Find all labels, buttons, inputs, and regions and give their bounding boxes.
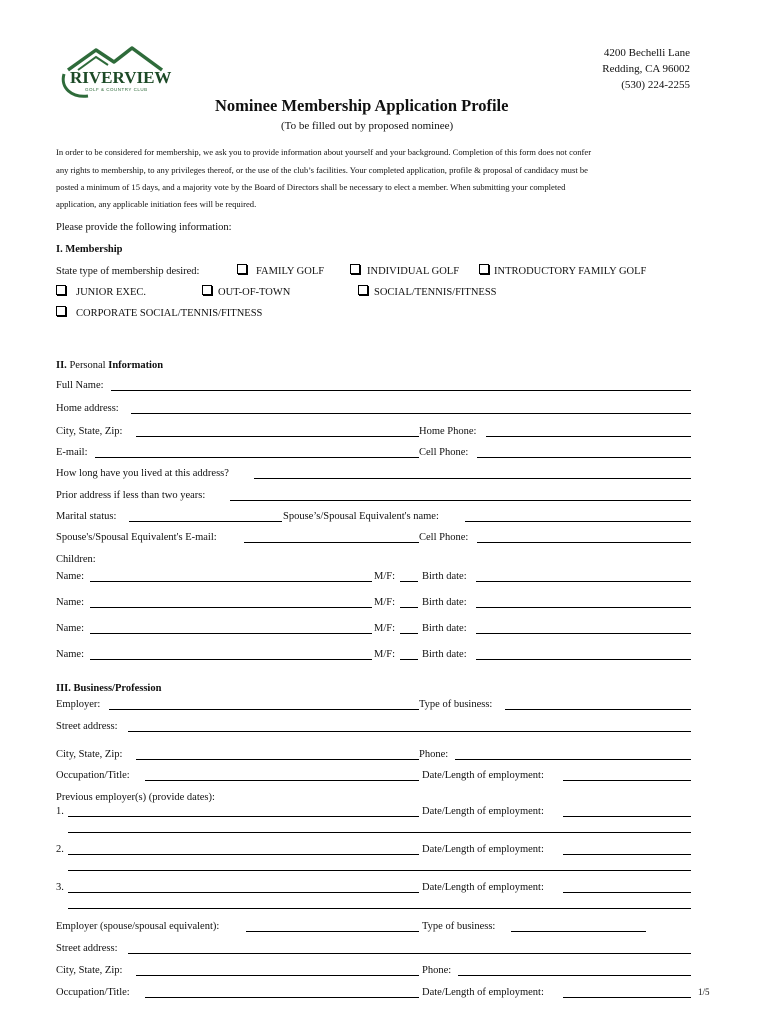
child-4-birth-label: Birth date: [422, 649, 467, 660]
riverview-logo [58, 44, 188, 102]
option-corporate-social: CORPORATE SOCIAL/TENNIS/FITNESS [76, 308, 263, 319]
home-phone-field[interactable] [486, 436, 691, 437]
city-state-zip-field[interactable] [136, 436, 419, 437]
spouse-name-label: Spouse’s/Spousal Equivalent's name: [283, 511, 439, 522]
occupation-label: Occupation/Title: [56, 770, 130, 781]
city-state-zip-label: City, State, Zip: [56, 426, 123, 437]
prev-1-field[interactable] [68, 816, 419, 817]
how-long-label: How long have you lived at this address? [56, 468, 229, 479]
employer-field[interactable] [109, 709, 419, 710]
club-city: Redding, CA 96002 [602, 63, 690, 75]
business-phone-field[interactable] [455, 759, 691, 760]
spouse-phone-label: Phone: [422, 965, 452, 976]
child-1-birth-field[interactable] [476, 581, 691, 582]
checkbox-out-of-town[interactable] [202, 285, 212, 295]
spouse-cell-field[interactable] [477, 542, 691, 543]
intro-line-1: In order to be considered for membership, we ask you to provide information about yourself and your background. Completion of this form does not confer [56, 147, 592, 157]
child-4-name-label: Name: [56, 649, 84, 660]
child-3-birth-field[interactable] [476, 633, 691, 634]
personal-heading-a: Personal [66, 360, 109, 371]
child-2-name-field[interactable] [90, 607, 372, 608]
prev-2-date-label: Date/Length of employment: [422, 844, 544, 855]
provide-info: Please provide the following information: [56, 222, 232, 233]
spouse-date-length-label: Date/Length of employment: [422, 987, 544, 998]
spouse-email-label: Spouse's/Spousal Equivalent's E-mail: [56, 532, 217, 543]
spouse-date-length-field[interactable] [563, 997, 691, 998]
child-3-name-label: Name: [56, 623, 84, 634]
personal-heading-roman: II. [56, 360, 67, 371]
spouse-employer-field[interactable] [246, 931, 419, 932]
prev-3-number: 3. [56, 882, 64, 893]
business-city-label: City, State, Zip: [56, 749, 123, 760]
intro-line-3: posted a minimum of 15 days, and a majority vote by the Board of Directors shall be necessary to elect a member. When submitting your completed [56, 182, 566, 192]
prev-2-extra-line[interactable] [68, 870, 691, 871]
prev-3-date-label: Date/Length of employment: [422, 882, 544, 893]
type-of-business-label: Type of business: [419, 699, 493, 710]
spouse-type-of-business-label: Type of business: [422, 921, 496, 932]
marital-status-label: Marital status: [56, 511, 117, 522]
child-4-mf-field[interactable] [400, 659, 418, 660]
spouse-email-field[interactable] [244, 542, 419, 543]
spouse-occupation-field[interactable] [145, 997, 419, 998]
prior-address-field[interactable] [230, 500, 691, 501]
checkbox-junior-exec[interactable] [56, 285, 66, 295]
option-social-tennis-fitness: SOCIAL/TENNIS/FITNESS [374, 287, 497, 298]
checkbox-family-golf[interactable] [237, 264, 247, 274]
child-3-mf-field[interactable] [400, 633, 418, 634]
child-3-mf-label: M/F: [374, 623, 396, 634]
child-1-mf-label: M/F: [374, 571, 396, 582]
prev-3-field[interactable] [68, 892, 419, 893]
prior-address-label: Prior address if less than two years: [56, 490, 206, 501]
spouse-employer-label: Employer (spouse/spousal equivalent): [56, 921, 220, 932]
prev-1-date-field[interactable] [563, 816, 691, 817]
spouse-cell-label: Cell Phone: [419, 532, 469, 543]
prev-1-date-label: Date/Length of employment: [422, 806, 544, 817]
child-4-birth-field[interactable] [476, 659, 691, 660]
full-name-label: Full Name: [56, 380, 104, 391]
home-address-field[interactable] [131, 413, 691, 414]
child-1-mf-field[interactable] [400, 581, 418, 582]
option-out-of-town: OUT-OF-TOWN [218, 287, 291, 298]
spouse-city-label: City, State, Zip: [56, 965, 123, 976]
child-4-name-field[interactable] [90, 659, 372, 660]
personal-heading [56, 359, 163, 372]
business-street-field[interactable] [128, 731, 691, 732]
prev-3-extra-line[interactable] [68, 908, 691, 909]
child-1-name-field[interactable] [90, 581, 372, 582]
employer-label: Employer: [56, 699, 101, 710]
business-heading: III. Business/Profession [56, 683, 162, 694]
prev-3-date-field[interactable] [563, 892, 691, 893]
option-junior-exec: JUNIOR EXEC. [76, 287, 146, 298]
spouse-name-field[interactable] [465, 521, 691, 522]
prev-2-number: 2. [56, 844, 64, 855]
how-long-field[interactable] [254, 478, 691, 479]
membership-heading: I. Membership [56, 244, 123, 255]
child-2-birth-label: Birth date: [422, 597, 467, 608]
club-street: 4200 Bechelli Lane [603, 47, 690, 59]
date-length-field[interactable] [563, 780, 691, 781]
previous-employers-label: Previous employer(s) (provide dates): [56, 792, 215, 803]
page-subtitle: (To be filled out by proposed nominee) [281, 120, 454, 132]
checkbox-social-tennis-fitness[interactable] [358, 285, 368, 295]
spouse-phone-field[interactable] [458, 975, 691, 976]
page-title: Nominee Membership Application Profile [215, 96, 509, 115]
child-2-birth-field[interactable] [476, 607, 691, 608]
personal-heading-b: Information [108, 360, 164, 371]
cell-phone-field[interactable] [477, 457, 691, 458]
full-name-field[interactable] [111, 390, 691, 391]
marital-status-field[interactable] [129, 521, 282, 522]
children-label: Children: [56, 554, 96, 565]
child-3-birth-label: Birth date: [422, 623, 467, 634]
cell-phone-label: Cell Phone: [419, 447, 469, 458]
child-2-mf-field[interactable] [400, 607, 418, 608]
business-city-field[interactable] [136, 759, 419, 760]
prev-2-field[interactable] [68, 854, 419, 855]
home-address-label: Home address: [56, 403, 119, 414]
option-individual-golf: INDIVIDUAL GOLF [367, 266, 460, 277]
page-number: 1/5 [698, 987, 710, 997]
prev-1-extra-line[interactable] [68, 832, 691, 833]
prev-1-number: 1. [56, 806, 64, 817]
logo-tagline: GOLF & COUNTRY CLUB [85, 87, 148, 92]
child-4-mf-label: M/F: [374, 649, 396, 660]
child-1-birth-label: Birth date: [422, 571, 467, 582]
email-label: E-mail: [56, 447, 88, 458]
email-field[interactable] [95, 457, 419, 458]
checkbox-introductory-family-golf[interactable] [479, 264, 489, 274]
child-2-name-label: Name: [56, 597, 84, 608]
home-phone-label: Home Phone: [419, 426, 477, 437]
child-2-mf-label: M/F: [374, 597, 396, 608]
occupation-field[interactable] [145, 780, 419, 781]
child-1-name-label: Name: [56, 571, 84, 582]
intro-line-4: application, any applicable initiation fees will be required. [56, 199, 257, 209]
club-phone: (530) 224-2255 [621, 79, 690, 91]
business-phone-label: Phone: [419, 749, 449, 760]
business-street-label: Street address: [56, 721, 118, 732]
option-introductory-family-golf: INTRODUCTORY FAMILY GOLF [494, 266, 647, 277]
logo-name: RIVERVIEW [70, 68, 172, 87]
spouse-street-label: Street address: [56, 943, 118, 954]
type-of-business-field[interactable] [505, 709, 691, 710]
intro-line-2: any rights to membership, to any privileges thereof, or the use of the club’s facilities. Your completed application, profile & proposal of candidacy must be [56, 165, 588, 175]
checkbox-corporate-social[interactable] [56, 306, 66, 316]
date-length-label: Date/Length of employment: [422, 770, 544, 781]
child-3-name-field[interactable] [90, 633, 372, 634]
option-family-golf: FAMILY GOLF [256, 266, 325, 277]
spouse-type-of-business-field[interactable] [511, 931, 646, 932]
prev-2-date-field[interactable] [563, 854, 691, 855]
spouse-street-field[interactable] [128, 953, 691, 954]
spouse-occupation-label: Occupation/Title: [56, 987, 130, 998]
membership-prompt: State type of membership desired: [56, 266, 200, 277]
checkbox-individual-golf[interactable] [350, 264, 360, 274]
spouse-city-field[interactable] [136, 975, 419, 976]
